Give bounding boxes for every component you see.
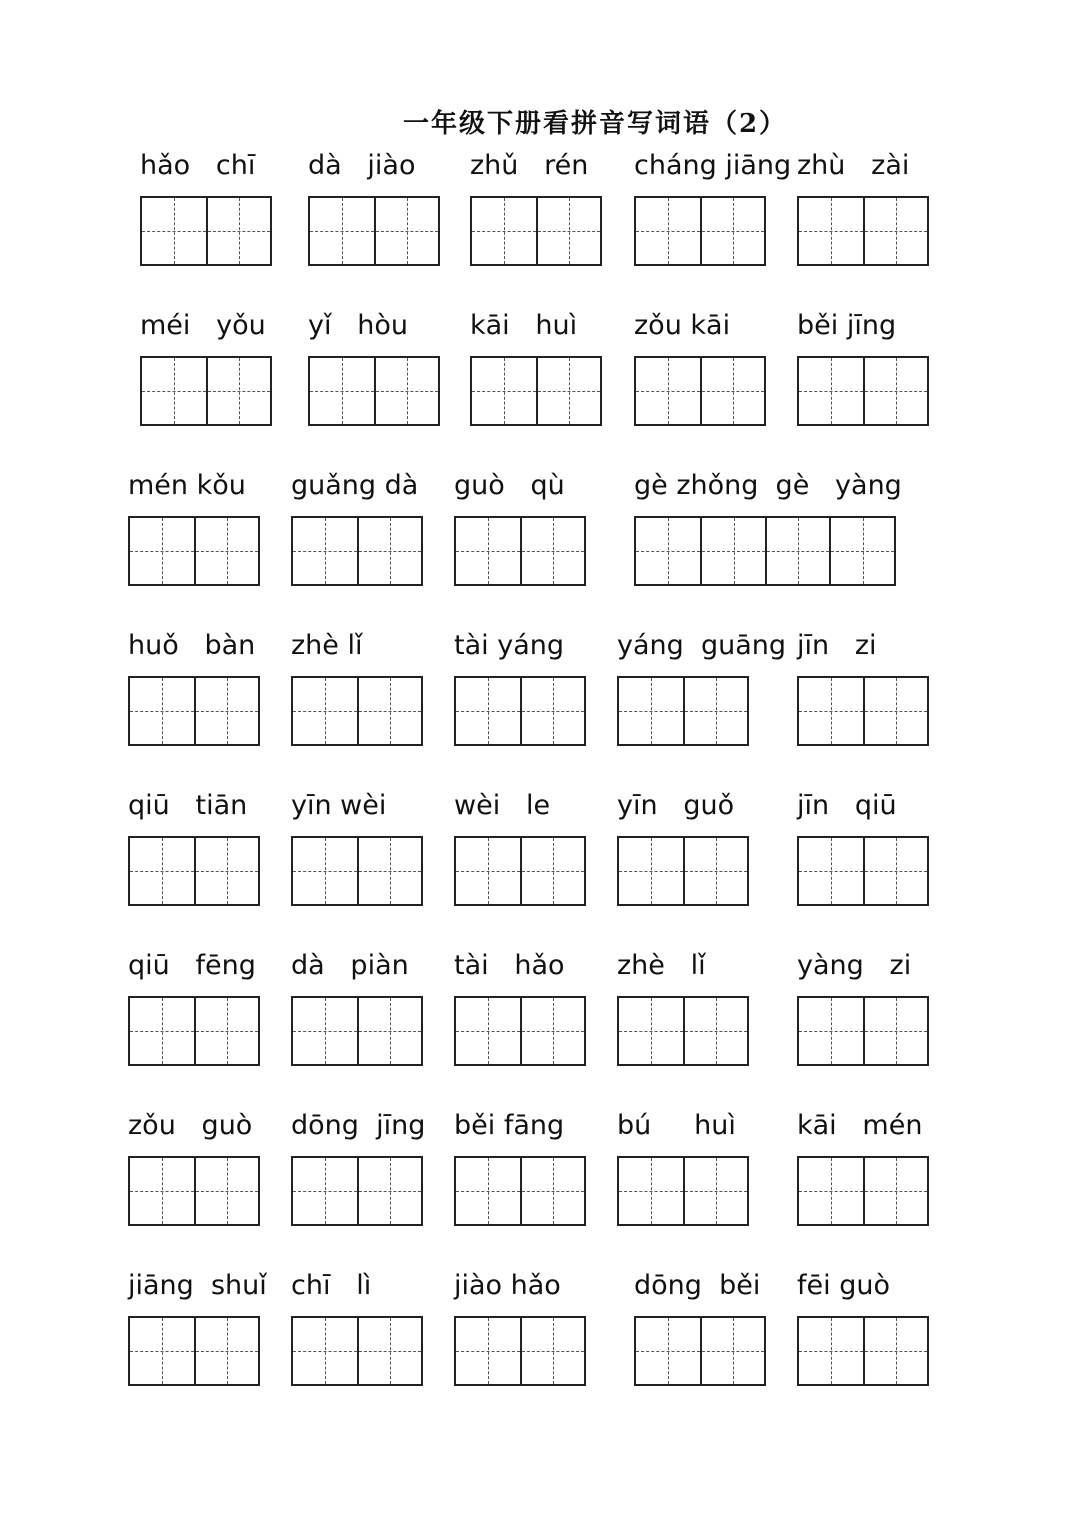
pinyin-label: fēi guò xyxy=(797,1270,890,1301)
character-box[interactable] xyxy=(374,198,438,264)
writing-grid[interactable] xyxy=(128,996,260,1066)
writing-grid[interactable] xyxy=(308,356,440,426)
character-box[interactable] xyxy=(536,358,600,424)
pinyin-label: jīn qiū xyxy=(797,790,897,821)
pinyin-label: qiū tiān xyxy=(128,790,248,821)
writing-grid[interactable] xyxy=(291,1156,423,1226)
character-box[interactable] xyxy=(520,1318,584,1384)
writing-grid[interactable] xyxy=(797,1156,929,1226)
character-box[interactable] xyxy=(520,678,584,744)
character-box[interactable] xyxy=(456,998,520,1064)
pinyin-label: guǎng dà xyxy=(291,470,419,501)
character-box[interactable] xyxy=(310,198,374,264)
worksheet-title: 一年级下册看拼音写词语（2） xyxy=(402,109,788,139)
character-box[interactable] xyxy=(357,838,421,904)
character-box[interactable] xyxy=(636,198,700,264)
pinyin-label: zhù zài xyxy=(797,150,910,181)
pinyin-label: jiāng shuǐ xyxy=(128,1270,267,1301)
character-box[interactable] xyxy=(293,678,357,744)
character-box[interactable] xyxy=(700,1318,764,1384)
character-box[interactable] xyxy=(357,678,421,744)
character-box[interactable] xyxy=(619,998,683,1064)
pinyin-label: zhè lǐ xyxy=(617,950,706,981)
pinyin-label: jiào hǎo xyxy=(454,1270,561,1301)
character-box[interactable] xyxy=(829,518,894,584)
character-box[interactable] xyxy=(636,518,700,584)
writing-grid[interactable] xyxy=(140,356,272,426)
character-box[interactable] xyxy=(863,1318,927,1384)
writing-grid[interactable] xyxy=(128,516,260,586)
character-box[interactable] xyxy=(472,198,536,264)
writing-grid[interactable] xyxy=(454,1156,586,1226)
character-box[interactable] xyxy=(456,838,520,904)
pinyin-label: kāi mén xyxy=(797,1110,923,1141)
character-box[interactable] xyxy=(142,198,206,264)
writing-grid[interactable] xyxy=(291,836,423,906)
character-box[interactable] xyxy=(536,198,600,264)
writing-grid[interactable] xyxy=(454,836,586,906)
pinyin-label: dōng jīng xyxy=(291,1110,426,1141)
writing-grid[interactable] xyxy=(454,516,586,586)
character-box[interactable] xyxy=(357,998,421,1064)
character-box[interactable] xyxy=(130,518,194,584)
pinyin-label: jīn zi xyxy=(797,630,877,661)
character-box[interactable] xyxy=(700,518,765,584)
pinyin-label: zhǔ rén xyxy=(470,150,589,181)
pinyin-label: cháng jiāng xyxy=(634,150,792,181)
writing-grid[interactable] xyxy=(634,1316,766,1386)
pinyin-label: kāi huì xyxy=(470,310,578,341)
character-box[interactable] xyxy=(683,1158,747,1224)
writing-grid[interactable] xyxy=(291,676,423,746)
writing-grid[interactable] xyxy=(140,196,272,266)
character-box[interactable] xyxy=(799,1158,863,1224)
pinyin-label: gè zhǒng gè yàng xyxy=(634,470,902,501)
character-box[interactable] xyxy=(799,838,863,904)
character-box[interactable] xyxy=(293,838,357,904)
character-box[interactable] xyxy=(142,358,206,424)
character-box[interactable] xyxy=(357,518,421,584)
writing-grid[interactable] xyxy=(797,996,929,1066)
pinyin-label: běi fāng xyxy=(454,1110,565,1141)
writing-grid[interactable] xyxy=(797,356,929,426)
pinyin-label: hǎo chī xyxy=(140,150,256,181)
writing-grid[interactable] xyxy=(797,1316,929,1386)
character-box[interactable] xyxy=(357,1318,421,1384)
character-box[interactable] xyxy=(683,838,747,904)
pinyin-label: huǒ bàn xyxy=(128,630,256,661)
writing-grid[interactable] xyxy=(797,196,929,266)
character-box[interactable] xyxy=(863,838,927,904)
character-box[interactable] xyxy=(765,518,830,584)
character-box[interactable] xyxy=(456,518,520,584)
writing-grid[interactable] xyxy=(128,676,260,746)
character-box[interactable] xyxy=(636,1318,700,1384)
character-box[interactable] xyxy=(683,678,747,744)
pinyin-label: tài hǎo xyxy=(454,950,565,981)
writing-grid[interactable] xyxy=(797,676,929,746)
character-box[interactable] xyxy=(520,1158,584,1224)
writing-grid[interactable] xyxy=(454,1316,586,1386)
pinyin-label: tài yáng xyxy=(454,630,564,661)
character-box[interactable] xyxy=(206,358,270,424)
character-box[interactable] xyxy=(293,518,357,584)
character-box[interactable] xyxy=(472,358,536,424)
character-box[interactable] xyxy=(194,1158,258,1224)
character-box[interactable] xyxy=(374,358,438,424)
character-box[interactable] xyxy=(520,518,584,584)
pinyin-label: zhè lǐ xyxy=(291,630,363,661)
pinyin-label: dà jiào xyxy=(308,150,416,181)
character-box[interactable] xyxy=(700,358,764,424)
character-box[interactable] xyxy=(619,838,683,904)
pinyin-label: wèi le xyxy=(454,790,551,821)
character-box[interactable] xyxy=(520,838,584,904)
writing-grid[interactable] xyxy=(308,196,440,266)
character-box[interactable] xyxy=(194,838,258,904)
pinyin-label: dà piàn xyxy=(291,950,409,981)
writing-grid[interactable] xyxy=(617,1156,749,1226)
writing-grid[interactable] xyxy=(617,676,749,746)
character-box[interactable] xyxy=(863,358,927,424)
writing-grid[interactable] xyxy=(797,836,929,906)
character-box[interactable] xyxy=(130,1318,194,1384)
pinyin-label: yǐ hòu xyxy=(308,310,408,341)
character-box[interactable] xyxy=(194,678,258,744)
character-box[interactable] xyxy=(456,678,520,744)
character-box[interactable] xyxy=(293,998,357,1064)
character-box[interactable] xyxy=(293,1318,357,1384)
writing-grid[interactable] xyxy=(634,196,766,266)
character-box[interactable] xyxy=(636,358,700,424)
writing-grid[interactable] xyxy=(634,356,766,426)
character-box[interactable] xyxy=(619,1158,683,1224)
character-box[interactable] xyxy=(194,998,258,1064)
character-box[interactable] xyxy=(619,678,683,744)
character-box[interactable] xyxy=(799,998,863,1064)
character-box[interactable] xyxy=(130,1158,194,1224)
writing-grid[interactable] xyxy=(291,516,423,586)
character-box[interactable] xyxy=(456,1318,520,1384)
writing-grid[interactable] xyxy=(634,516,896,586)
character-box[interactable] xyxy=(799,678,863,744)
writing-grid[interactable] xyxy=(617,996,749,1066)
writing-grid[interactable] xyxy=(470,196,602,266)
character-box[interactable] xyxy=(194,518,258,584)
writing-grid[interactable] xyxy=(128,1316,260,1386)
character-box[interactable] xyxy=(357,1158,421,1224)
pinyin-label: yīn wèi xyxy=(291,790,387,821)
pinyin-label: yáng guāng xyxy=(617,630,786,661)
character-box[interactable] xyxy=(130,678,194,744)
pinyin-label: yīn guǒ xyxy=(617,790,735,821)
character-box[interactable] xyxy=(700,198,764,264)
pinyin-label: zǒu guò xyxy=(128,1110,253,1141)
pinyin-label: bú huì xyxy=(617,1110,736,1141)
pinyin-label: dōng běi xyxy=(634,1270,761,1301)
character-box[interactable] xyxy=(799,358,863,424)
character-box[interactable] xyxy=(206,198,270,264)
writing-grid[interactable] xyxy=(128,836,260,906)
writing-grid[interactable] xyxy=(291,996,423,1066)
character-box[interactable] xyxy=(799,198,863,264)
character-box[interactable] xyxy=(194,1318,258,1384)
character-box[interactable] xyxy=(863,678,927,744)
pinyin-label: běi jīng xyxy=(797,310,897,341)
writing-grid[interactable] xyxy=(128,1156,260,1226)
character-box[interactable] xyxy=(863,198,927,264)
pinyin-label: yàng zi xyxy=(797,950,912,981)
character-box[interactable] xyxy=(520,998,584,1064)
character-box[interactable] xyxy=(456,1158,520,1224)
writing-grid[interactable] xyxy=(454,996,586,1066)
pinyin-label: chī lì xyxy=(291,1270,372,1301)
character-box[interactable] xyxy=(683,998,747,1064)
writing-grid[interactable] xyxy=(470,356,602,426)
character-box[interactable] xyxy=(310,358,374,424)
character-box[interactable] xyxy=(293,1158,357,1224)
pinyin-label: qiū fēng xyxy=(128,950,256,981)
character-box[interactable] xyxy=(863,998,927,1064)
writing-grid[interactable] xyxy=(617,836,749,906)
character-box[interactable] xyxy=(863,1158,927,1224)
character-box[interactable] xyxy=(130,998,194,1064)
writing-grid[interactable] xyxy=(454,676,586,746)
pinyin-label: mén kǒu xyxy=(128,470,246,501)
pinyin-label: zǒu kāi xyxy=(634,310,731,341)
character-box[interactable] xyxy=(130,838,194,904)
pinyin-label: guò qù xyxy=(454,470,565,501)
writing-grid[interactable] xyxy=(291,1316,423,1386)
pinyin-label: méi yǒu xyxy=(140,310,266,341)
character-box[interactable] xyxy=(799,1318,863,1384)
